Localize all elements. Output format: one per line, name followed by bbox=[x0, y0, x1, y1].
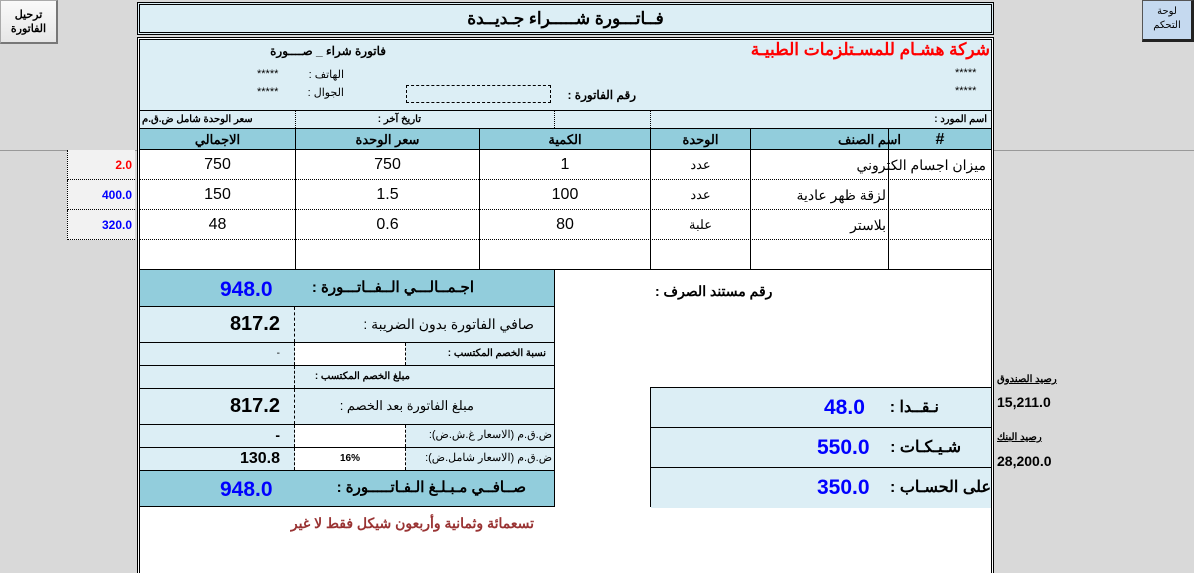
amount-in-words: تسعمائة وثمانية وأربعون شيكل فقط لا غير bbox=[290, 515, 534, 531]
credit-label: على الحسـاب : bbox=[890, 479, 991, 496]
cell-unit-price[interactable]: 1.5 bbox=[295, 180, 479, 210]
cell-item-name[interactable]: بلاستر bbox=[750, 210, 888, 240]
discount-pct-input[interactable] bbox=[295, 343, 406, 365]
payment-row-cheques bbox=[651, 428, 991, 468]
unit-price-incl-label: سعر الوحدة شامل ض.ق.م bbox=[142, 114, 253, 125]
cell-item-name[interactable]: ميزان اجسام الكتروني bbox=[750, 150, 988, 180]
cell-total[interactable]: 48 bbox=[208, 216, 227, 233]
table-row[interactable] bbox=[140, 210, 991, 240]
table-row[interactable] bbox=[140, 150, 991, 180]
unit-price-incl-value: 2.0 bbox=[67, 150, 135, 180]
invoice-total-row bbox=[140, 269, 554, 307]
mobile-value: ***** bbox=[257, 86, 279, 98]
vat-rate-input[interactable]: 16% bbox=[295, 448, 406, 470]
post-invoice-label: ترحيل الفاتورة bbox=[10, 9, 47, 35]
divider bbox=[295, 111, 296, 128]
net-no-tax-row bbox=[140, 307, 554, 343]
cell-quantity[interactable] bbox=[479, 240, 650, 270]
cashbox-balance-label: رصيد الصندوق bbox=[997, 374, 1057, 385]
payment-row-credit bbox=[651, 468, 991, 508]
page-title: فــاتـــورة شـــــراء جـديــدة bbox=[137, 2, 994, 35]
items-table-header bbox=[140, 129, 991, 150]
credit-value[interactable]: 350.0 bbox=[817, 476, 870, 499]
cell-number[interactable] bbox=[888, 180, 991, 210]
cell-total[interactable]: 150 bbox=[204, 186, 231, 203]
cheques-value[interactable]: 550.0 bbox=[817, 436, 870, 459]
cell-unit-price[interactable] bbox=[295, 240, 479, 270]
invoice-number-label: رقم الفاتورة : bbox=[567, 88, 636, 102]
post-invoice-button[interactable] bbox=[0, 0, 58, 44]
divider bbox=[554, 111, 555, 128]
col-item-name: اسم الصنف bbox=[750, 129, 988, 150]
table-row[interactable] bbox=[140, 240, 991, 270]
net-total-value: 948.0 bbox=[220, 478, 273, 501]
net-no-tax-label: صافي الفاتورة بدون الضريبة : bbox=[363, 316, 534, 332]
table-row[interactable] bbox=[140, 180, 991, 210]
items-table-body bbox=[140, 150, 991, 269]
payment-row-cash bbox=[651, 388, 991, 428]
vat-incl-label: ض.ق.م (الاسعار شامل.ض): bbox=[425, 452, 552, 464]
company-name: شركة هشـام للمسـتلزمات الطبيـة bbox=[750, 40, 990, 59]
col-number: # bbox=[888, 129, 991, 150]
cell-total[interactable]: 750 bbox=[204, 156, 231, 173]
unit-price-incl-value: 320.0 bbox=[67, 210, 135, 240]
cell-total[interactable] bbox=[140, 240, 295, 270]
cash-label: نـقــدا : bbox=[889, 399, 939, 416]
discount-pct-label: نسبة الخصم المكتسب : bbox=[447, 348, 546, 359]
company-line2: ***** bbox=[955, 85, 977, 97]
discount-amount-row bbox=[140, 366, 554, 389]
col-total: الاجمالي bbox=[194, 132, 241, 147]
cashbox-balance-value: 15,211.0 bbox=[997, 394, 1051, 410]
phone-value: ***** bbox=[257, 68, 279, 80]
bank-balance-value: 28,200.0 bbox=[997, 453, 1052, 469]
cell-quantity[interactable]: 80 bbox=[479, 210, 650, 240]
invoice-type: فاتورة شراء _ صــــورة bbox=[270, 44, 386, 58]
discount-pct-dash: - bbox=[140, 343, 295, 365]
divider bbox=[554, 269, 555, 507]
supplier-label: اسم المورد : bbox=[934, 114, 987, 125]
unit-price-incl-value: 400.0 bbox=[67, 180, 135, 210]
control-panel-button[interactable] bbox=[1142, 0, 1194, 42]
cell-unit-price[interactable]: 750 bbox=[295, 150, 479, 180]
payment-block bbox=[650, 387, 992, 507]
bank-balance-label: رصيد البنك bbox=[997, 432, 1042, 443]
cell-unit[interactable]: علبة bbox=[650, 210, 750, 240]
net-total-label: صــافــي مـبـلـغ الـفـاتـــــورة : bbox=[336, 479, 526, 496]
after-discount-label: مبلغ الفاتورة بعد الخصم : bbox=[339, 398, 474, 413]
vat-incl-value: 130.8 bbox=[140, 448, 295, 470]
net-total-row bbox=[140, 471, 554, 507]
supplier-input[interactable] bbox=[655, 112, 985, 128]
vat-incl-row bbox=[140, 448, 554, 471]
discount-pct-row bbox=[140, 343, 554, 366]
divider bbox=[650, 111, 651, 128]
cheques-label: شـيـكـات : bbox=[890, 439, 961, 456]
discount-amount-value bbox=[140, 366, 295, 388]
col-unit-price: سعر الوحدة bbox=[295, 129, 479, 150]
invoice-number-input[interactable] bbox=[406, 85, 551, 103]
invoice-total-label: اجـمــالـــي الــفــاتـــورة : bbox=[311, 279, 474, 296]
cell-number[interactable] bbox=[888, 150, 991, 180]
last-date-label: تاريخ آخر : bbox=[377, 114, 421, 125]
supplier-row bbox=[140, 110, 991, 129]
net-no-tax-value: 817.2 bbox=[140, 307, 295, 342]
discount-amount-label: مبلغ الخصم المكتسب : bbox=[314, 371, 410, 382]
col-unit: الوحدة bbox=[650, 129, 750, 150]
cell-unit[interactable]: عدد bbox=[650, 150, 750, 180]
cell-unit-price[interactable]: 0.6 bbox=[295, 210, 479, 240]
cell-unit[interactable]: عدد bbox=[650, 180, 750, 210]
payment-doc-label: رقم مستند الصرف : bbox=[655, 283, 773, 299]
mobile-label: الجوال : bbox=[307, 87, 344, 99]
company-line1: ***** bbox=[955, 67, 977, 79]
vat-excl-value: - bbox=[140, 425, 295, 447]
cell-quantity[interactable]: 1 bbox=[479, 150, 650, 180]
invoice-total-value: 948.0 bbox=[220, 278, 273, 301]
after-discount-value: 817.2 bbox=[140, 389, 295, 424]
cell-quantity[interactable]: 100 bbox=[479, 180, 650, 210]
vat-excl-label: ض.ق.م (الاسعار غ.ش.ض): bbox=[428, 429, 552, 441]
cell-number[interactable] bbox=[888, 210, 991, 240]
cell-item-name[interactable] bbox=[750, 240, 888, 270]
after-discount-row bbox=[140, 389, 554, 425]
cash-value[interactable]: 48.0 bbox=[824, 396, 865, 419]
control-panel-label: لوحة التحكم bbox=[1153, 6, 1181, 31]
vat-excl-row bbox=[140, 425, 554, 448]
cell-item-name[interactable]: لزقة ظهر عادية bbox=[750, 180, 888, 210]
vat-excl-rate[interactable] bbox=[295, 425, 406, 447]
cell-unit[interactable] bbox=[650, 240, 750, 270]
col-quantity: الكمية bbox=[479, 129, 650, 150]
phone-label: الهاتف : bbox=[308, 69, 344, 81]
cell-number[interactable] bbox=[888, 240, 991, 270]
